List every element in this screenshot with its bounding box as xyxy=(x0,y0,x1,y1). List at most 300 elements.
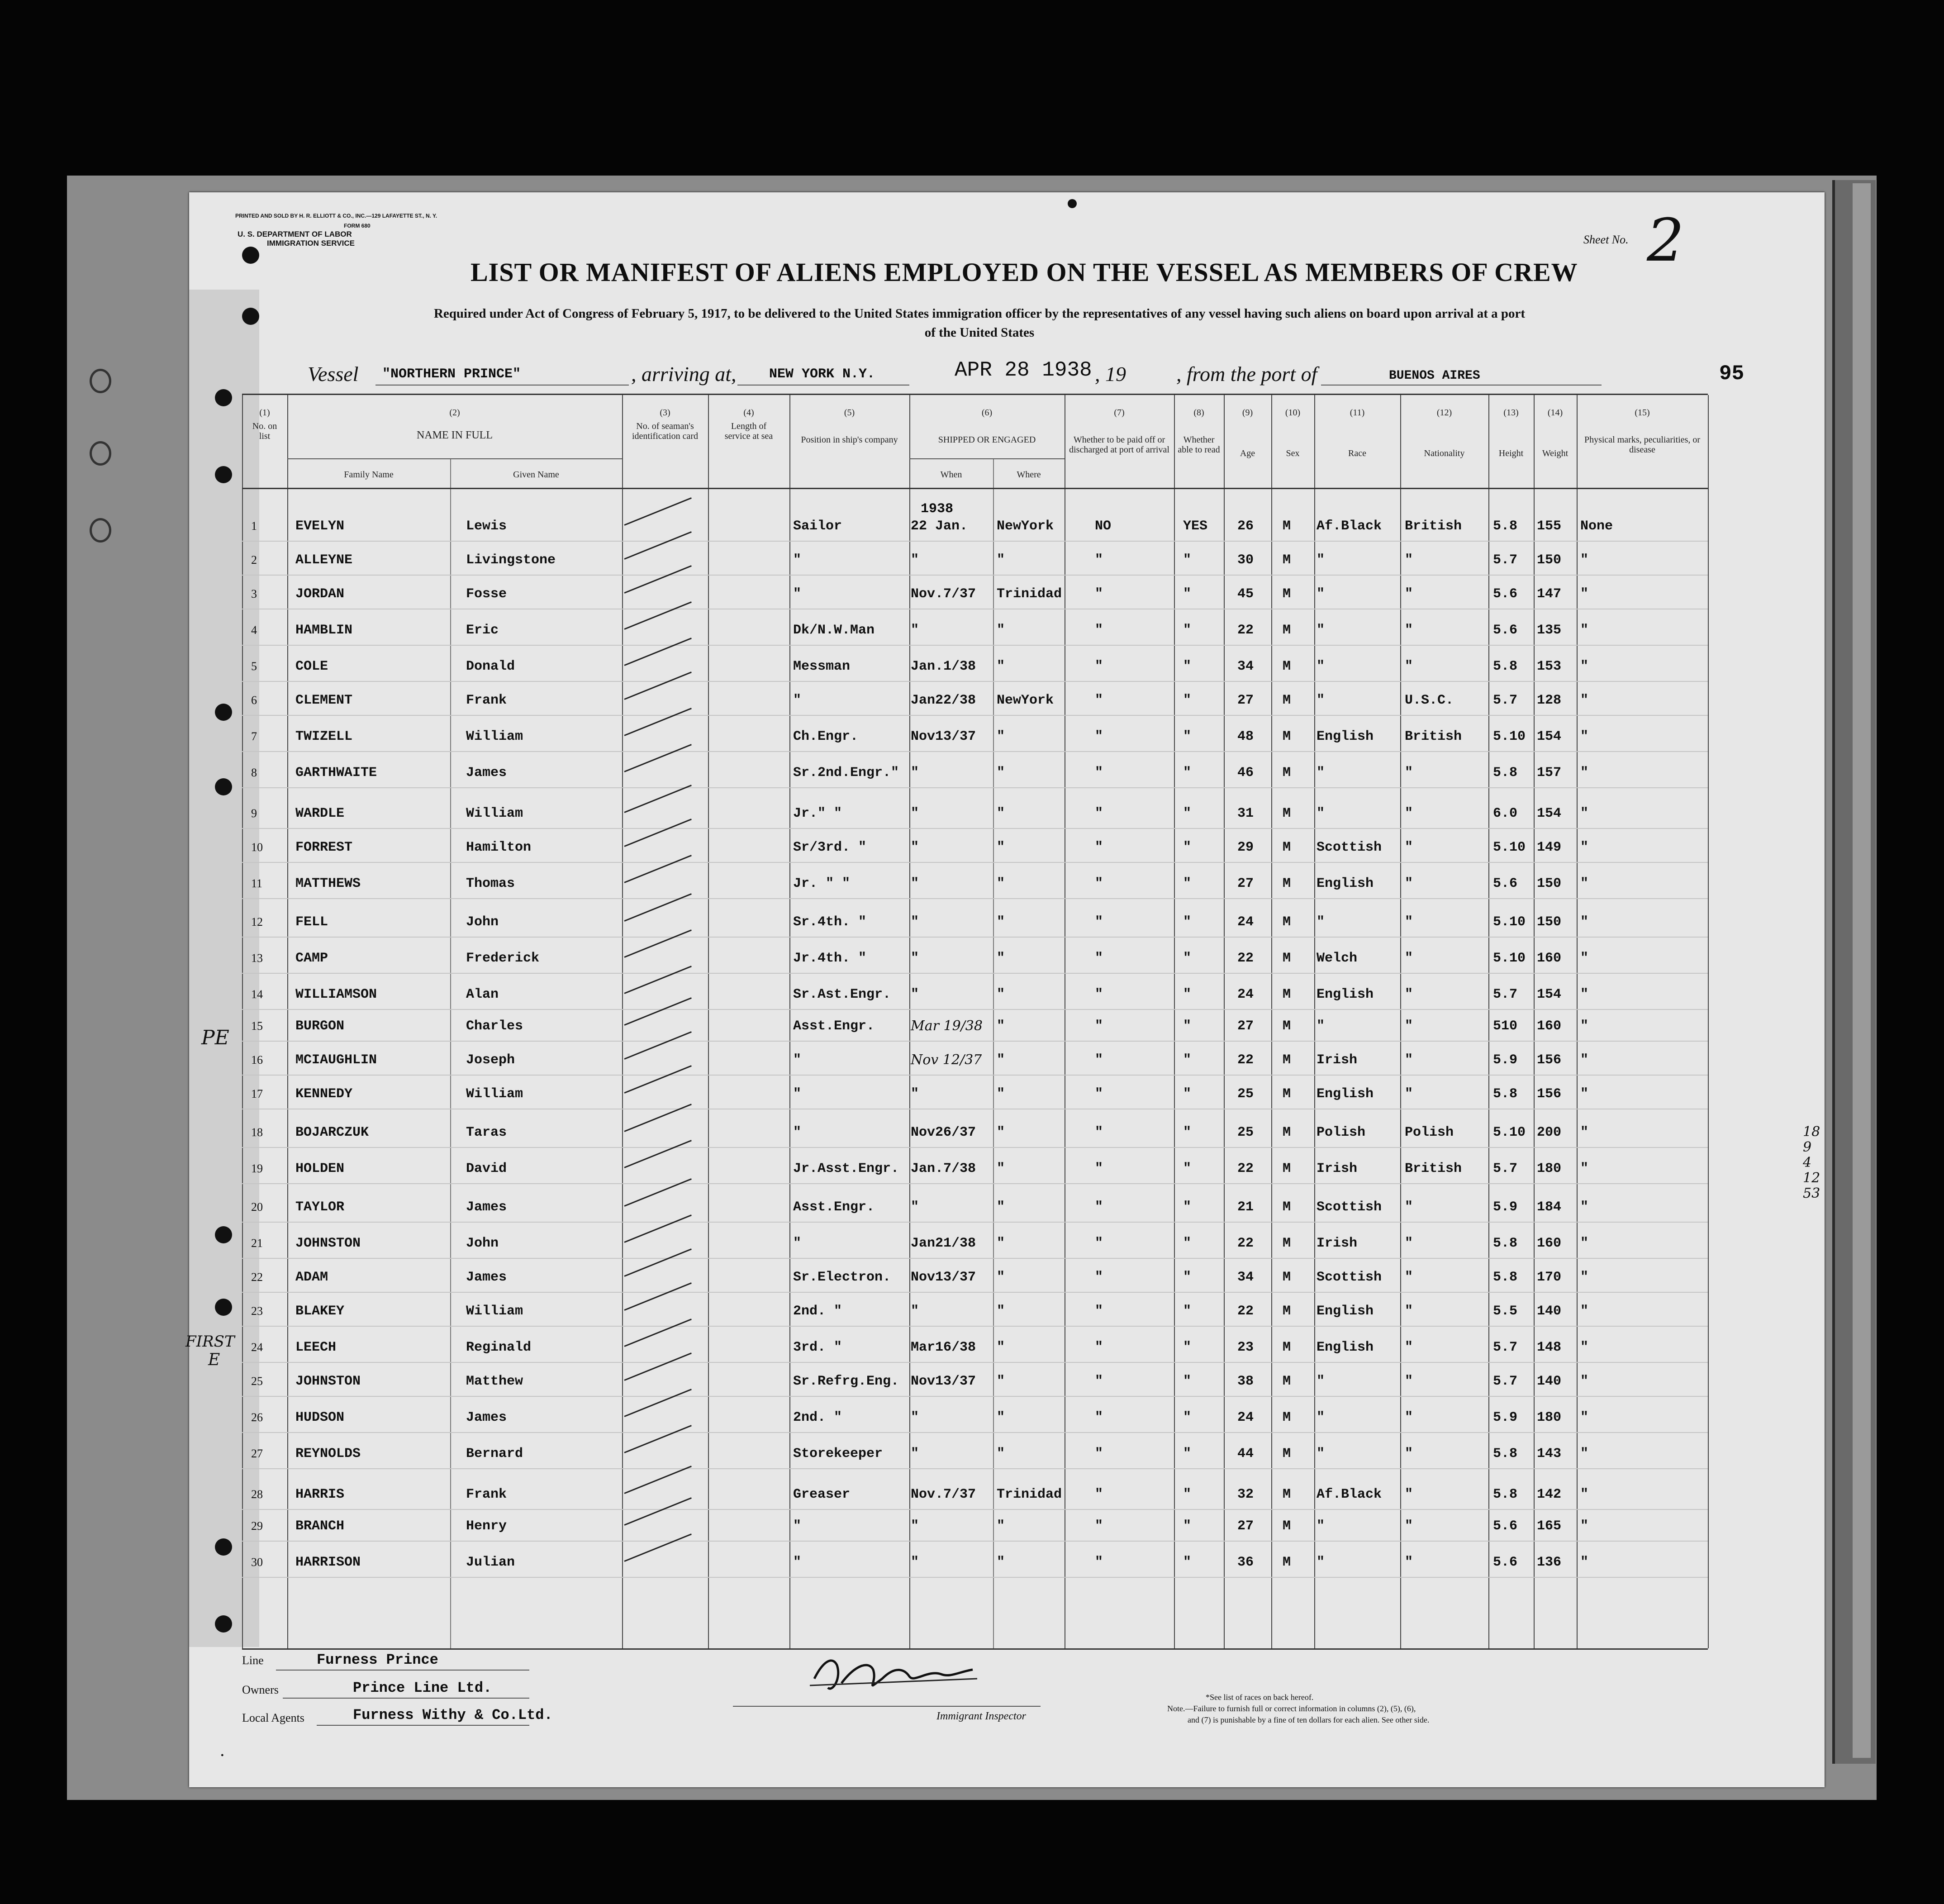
table-row xyxy=(242,1485,1708,1513)
line-underline xyxy=(276,1670,529,1671)
cell-physical-marks: " xyxy=(1580,729,1589,744)
cell-physical-marks: " xyxy=(1580,806,1589,821)
cell-race: Irish xyxy=(1317,1161,1358,1176)
cell-position: " xyxy=(793,586,802,602)
cell-race: " xyxy=(1317,765,1325,781)
cell-weight: 136 xyxy=(1537,1555,1562,1570)
cell-row-number: 18 xyxy=(251,1126,263,1139)
cell-position: Sr.Refrg.Eng. xyxy=(793,1374,899,1389)
cell-race: " xyxy=(1317,806,1325,821)
cell-given-name: Donald xyxy=(466,659,515,674)
cell-able-to-read: " xyxy=(1183,552,1192,568)
cell-age: 22 xyxy=(1237,623,1254,638)
cell-shipped-where: " xyxy=(997,1340,1005,1355)
cell-sex: M xyxy=(1283,987,1291,1002)
sheet-number: 2 xyxy=(1647,206,1684,275)
line-value: Furness Prince xyxy=(317,1652,438,1668)
cell-age: 32 xyxy=(1237,1487,1254,1502)
cell-weight: 157 xyxy=(1537,765,1562,781)
cell-row-number: 17 xyxy=(251,1087,263,1100)
cell-given-name: James xyxy=(466,765,507,781)
union-label: ● xyxy=(221,1752,224,1758)
cell-sex: M xyxy=(1283,1161,1291,1176)
cell-row-number: 19 xyxy=(251,1162,263,1175)
cell-position: " xyxy=(793,1236,802,1251)
cell-age: 27 xyxy=(1237,876,1254,891)
cell-height: 5.7 xyxy=(1493,1374,1518,1389)
cell-position: Sailor xyxy=(793,519,842,534)
page-number: 95 xyxy=(1719,362,1744,386)
cell-nationality: " xyxy=(1405,1270,1413,1285)
cell-physical-marks: " xyxy=(1580,1086,1589,1102)
cell-age: 38 xyxy=(1237,1374,1254,1389)
cell-given-name: John xyxy=(466,1236,499,1251)
sheet-number-label: Sheet No. xyxy=(1583,233,1629,246)
cell-nationality: " xyxy=(1405,1518,1413,1534)
cell-nationality: British xyxy=(1405,729,1462,744)
cell-able-to-read: " xyxy=(1183,729,1192,744)
cell-weight: 142 xyxy=(1537,1487,1562,1502)
departure-port: BUENOS AIRES xyxy=(1389,369,1480,383)
cell-paid-off: " xyxy=(1095,1410,1103,1425)
cell-family-name: WARDLE xyxy=(295,806,345,821)
cell-family-name: BLAKEY xyxy=(295,1304,345,1319)
cell-physical-marks: " xyxy=(1580,552,1589,568)
col-given-header: Given Name xyxy=(513,470,559,480)
cell-age: 24 xyxy=(1237,914,1254,930)
col-service-num: (4) xyxy=(743,408,754,418)
cell-race: " xyxy=(1317,1410,1325,1425)
table-row xyxy=(242,551,1708,578)
table-row xyxy=(242,985,1708,1013)
line-label: Line xyxy=(242,1654,264,1667)
punch-hole xyxy=(215,1226,232,1243)
cell-weight: 128 xyxy=(1537,693,1562,708)
cell-shipped-where: " xyxy=(997,1086,1005,1102)
col-read-num: (8) xyxy=(1193,408,1204,418)
cell-given-name: James xyxy=(466,1270,507,1285)
cell-family-name: CAMP xyxy=(295,951,328,966)
cell-physical-marks: " xyxy=(1580,765,1589,781)
cell-able-to-read: " xyxy=(1183,1086,1192,1102)
cell-physical-marks: " xyxy=(1580,1555,1589,1570)
cell-physical-marks: " xyxy=(1580,1236,1589,1251)
cell-paid-off: " xyxy=(1095,552,1103,568)
cell-nationality: " xyxy=(1405,1236,1413,1251)
cell-shipped-where: " xyxy=(997,1019,1005,1034)
cell-weight: 140 xyxy=(1537,1374,1562,1389)
cell-race: " xyxy=(1317,623,1325,638)
tally-number: 12 xyxy=(1803,1170,1820,1186)
cell-race: Scottish xyxy=(1317,1200,1382,1215)
cell-given-name: John xyxy=(466,914,499,930)
agents-label: Local Agents xyxy=(242,1711,304,1724)
cell-sex: M xyxy=(1283,1304,1291,1319)
cell-given-name: Frank xyxy=(466,693,507,708)
cell-nationality: British xyxy=(1405,1161,1462,1176)
vessel-label: Vessel xyxy=(308,362,359,386)
cell-shipped-where: " xyxy=(997,765,1005,781)
cell-shipped-where: " xyxy=(997,1555,1005,1570)
table-row xyxy=(242,1123,1708,1151)
cell-shipped-when: Mar16/38 xyxy=(911,1340,976,1355)
table-row xyxy=(242,1553,1708,1580)
cell-nationality: " xyxy=(1405,1340,1413,1355)
col-id-header: No. of seaman's identification card xyxy=(632,421,699,441)
cell-row-number: 27 xyxy=(251,1447,263,1460)
cell-physical-marks: " xyxy=(1580,1019,1589,1034)
vessel-underline xyxy=(375,385,629,386)
cell-able-to-read: " xyxy=(1183,1161,1192,1176)
table-row xyxy=(242,875,1708,902)
cell-given-name: Hamilton xyxy=(466,840,532,855)
cell-height: 5.10 xyxy=(1493,914,1526,930)
cell-physical-marks: " xyxy=(1580,1200,1589,1215)
punch-hole xyxy=(215,1615,232,1633)
col-paid-num: (7) xyxy=(1114,408,1125,418)
cell-paid-off: " xyxy=(1095,951,1103,966)
col-weight-num: (14) xyxy=(1547,408,1563,418)
cell-sex: M xyxy=(1283,1487,1291,1502)
cell-race: Welch xyxy=(1317,951,1358,966)
cell-position: Sr.Ast.Engr. xyxy=(793,987,891,1002)
cell-weight: 150 xyxy=(1537,914,1562,930)
cell-weight: 149 xyxy=(1537,840,1562,855)
cell-age: 48 xyxy=(1237,729,1254,744)
races-note: *See list of races on back hereof. xyxy=(1206,1693,1314,1702)
cell-nationality: " xyxy=(1405,623,1413,638)
cell-able-to-read: " xyxy=(1183,951,1192,966)
cell-position: " xyxy=(793,1052,802,1068)
cell-row-number: 10 xyxy=(251,841,263,854)
cell-row-number: 24 xyxy=(251,1341,263,1354)
margin-note-pe: PE xyxy=(201,1026,229,1049)
col-service-header: Length of service at sea xyxy=(724,421,773,441)
punch-hole xyxy=(215,1299,232,1316)
cell-shipped-when: Nov13/37 xyxy=(911,1374,976,1389)
cell-nationality: " xyxy=(1405,806,1413,821)
cell-age: 44 xyxy=(1237,1446,1254,1461)
cell-race: " xyxy=(1317,693,1325,708)
punch-hole xyxy=(215,778,232,795)
table-row xyxy=(242,1160,1708,1187)
cell-position: " xyxy=(793,1518,802,1534)
cell-weight: 156 xyxy=(1537,1086,1562,1102)
cell-sex: M xyxy=(1283,1086,1291,1102)
cell-able-to-read: " xyxy=(1183,1304,1192,1319)
cell-able-to-read: " xyxy=(1183,840,1192,855)
cell-race: English xyxy=(1317,876,1374,891)
cell-age: 22 xyxy=(1237,1161,1254,1176)
arriving-label: , arriving at, xyxy=(631,362,737,386)
cell-position: Asst.Engr. xyxy=(793,1019,875,1034)
cell-paid-off: " xyxy=(1095,1446,1103,1461)
cell-height: 5.7 xyxy=(1493,693,1518,708)
cell-age: 22 xyxy=(1237,1304,1254,1319)
cell-paid-off: " xyxy=(1095,1236,1103,1251)
col-name-num: (2) xyxy=(449,408,460,418)
cell-nationality: " xyxy=(1405,1555,1413,1570)
cell-shipped-when: " xyxy=(911,623,919,638)
cell-weight: 160 xyxy=(1537,1019,1562,1034)
cell-able-to-read: " xyxy=(1183,765,1192,781)
col-shipped-header: SHIPPED OR ENGAGED xyxy=(938,435,1036,445)
cell-position: Sr.4th. " xyxy=(793,914,867,930)
cell-physical-marks: " xyxy=(1580,1518,1589,1534)
table-row xyxy=(242,1517,1708,1544)
cell-family-name: MATTHEWS xyxy=(295,876,361,891)
cell-position: " xyxy=(793,693,802,708)
cell-age: 27 xyxy=(1237,1518,1254,1534)
cell-row-number: 1 xyxy=(251,519,257,533)
table-row xyxy=(242,1372,1708,1399)
cell-shipped-when: " xyxy=(911,1555,919,1570)
year-label: , 19 xyxy=(1095,362,1126,386)
cell-shipped-where: " xyxy=(997,659,1005,674)
cell-race: Af.Black xyxy=(1317,519,1382,534)
cell-age: 46 xyxy=(1237,765,1254,781)
cell-race: English xyxy=(1317,987,1374,1002)
cell-nationality: " xyxy=(1405,1019,1413,1034)
arrival-underline xyxy=(737,385,909,386)
punch-hole xyxy=(215,1538,232,1556)
cell-nationality: " xyxy=(1405,765,1413,781)
printer-line: PRINTED AND SOLD BY H. R. ELLIOTT & CO., INC.—129 LAFAYETTE ST., N. Y. xyxy=(235,213,437,219)
cell-nationality: " xyxy=(1405,1487,1413,1502)
cell-able-to-read: " xyxy=(1183,1487,1192,1502)
cell-height: 5.6 xyxy=(1493,1555,1518,1570)
cell-family-name: CLEMENT xyxy=(295,693,353,708)
col-when-header: When xyxy=(940,470,962,480)
cell-nationality: " xyxy=(1405,659,1413,674)
cell-shipped-where: " xyxy=(997,914,1005,930)
cell-shipped-when: " xyxy=(911,806,919,821)
cell-shipped-where: " xyxy=(997,1125,1005,1140)
cell-row-number: 26 xyxy=(251,1411,263,1424)
cell-shipped-when: " xyxy=(911,987,919,1002)
cell-paid-off: " xyxy=(1095,1487,1103,1502)
cell-shipped-where: " xyxy=(997,1236,1005,1251)
cell-given-name: Frank xyxy=(466,1487,507,1502)
cell-sex: M xyxy=(1283,729,1291,744)
cell-shipped-when: Nov.7/37 xyxy=(911,586,976,602)
cell-sex: M xyxy=(1283,1236,1291,1251)
cell-shipped-where: " xyxy=(997,623,1005,638)
cell-age: 26 xyxy=(1237,519,1254,534)
cell-race: English xyxy=(1317,1304,1374,1319)
cell-paid-off: " xyxy=(1095,623,1103,638)
cell-shipped-when: " xyxy=(911,552,919,568)
cell-age: 24 xyxy=(1237,1410,1254,1425)
cell-age: 31 xyxy=(1237,806,1254,821)
cell-given-name: Charles xyxy=(466,1019,523,1034)
cell-shipped-when: Jan.1/38 xyxy=(911,659,976,674)
table-row xyxy=(242,838,1708,866)
cell-height: 5.7 xyxy=(1493,1340,1518,1355)
cell-family-name: BOJARCZUK xyxy=(295,1125,369,1140)
cell-race: Af.Black xyxy=(1317,1487,1382,1502)
cell-height: 5.8 xyxy=(1493,659,1518,674)
cell-shipped-when: " xyxy=(911,1304,919,1319)
cell-race: " xyxy=(1317,1555,1325,1570)
cell-sex: M xyxy=(1283,914,1291,930)
cell-physical-marks: " xyxy=(1580,586,1589,602)
cell-shipped-when: Nov 12/37 xyxy=(911,1052,982,1068)
binder-hole xyxy=(90,518,111,543)
table-row xyxy=(242,913,1708,940)
cell-height: 5.8 xyxy=(1493,765,1518,781)
cell-weight: 165 xyxy=(1537,1518,1562,1534)
cell-age: 30 xyxy=(1237,552,1254,568)
cell-family-name: TWIZELL xyxy=(295,729,353,744)
cell-height: 5.6 xyxy=(1493,1518,1518,1534)
cell-weight: 180 xyxy=(1537,1410,1562,1425)
cell-shipped-when: Mar 19/38 xyxy=(911,1018,983,1034)
cell-weight: 184 xyxy=(1537,1200,1562,1215)
cell-row-number: 21 xyxy=(251,1237,263,1250)
cell-position: Jr.4th. " xyxy=(793,951,867,966)
cell-position: Jr. " " xyxy=(793,876,851,891)
cell-position: Asst.Engr. xyxy=(793,1200,875,1215)
cell-race: " xyxy=(1317,1446,1325,1461)
cell-able-to-read: " xyxy=(1183,1236,1192,1251)
punch-hole xyxy=(215,389,232,406)
cell-physical-marks: " xyxy=(1580,1410,1589,1425)
cell-position: 3rd. " xyxy=(793,1340,842,1355)
cell-physical-marks: " xyxy=(1580,1487,1589,1502)
cell-height: 5.8 xyxy=(1493,1487,1518,1502)
punch-hole xyxy=(215,466,232,483)
cell-weight: 156 xyxy=(1537,1052,1562,1068)
cell-sex: M xyxy=(1283,765,1291,781)
service-name: IMMIGRATION SERVICE xyxy=(267,239,355,248)
col-race-num: (11) xyxy=(1350,408,1365,418)
tally-number: 18 xyxy=(1803,1124,1820,1140)
cell-paid-off: " xyxy=(1095,914,1103,930)
penalty-note: Note.—Failure to furnish full or correct information in columns (2), (5), (6), xyxy=(1167,1704,1416,1713)
cell-weight: 153 xyxy=(1537,659,1562,674)
cell-paid-off: " xyxy=(1095,1340,1103,1355)
cell-physical-marks: " xyxy=(1580,693,1589,708)
cell-height: 5.6 xyxy=(1493,623,1518,638)
cell-position: Sr.2nd.Engr." xyxy=(793,765,899,781)
inspector-signature xyxy=(805,1652,986,1701)
cell-age: 36 xyxy=(1237,1555,1254,1570)
cell-sex: M xyxy=(1283,1374,1291,1389)
cell-shipped-where: " xyxy=(997,1200,1005,1215)
cell-nationality: " xyxy=(1405,840,1413,855)
cell-paid-off: " xyxy=(1095,693,1103,708)
cell-shipped-where: " xyxy=(997,1374,1005,1389)
margin-note-e: E xyxy=(208,1351,220,1369)
cell-able-to-read: " xyxy=(1183,1446,1192,1461)
date-stamp: APR 28 1938 xyxy=(955,358,1092,382)
col-where-header: Where xyxy=(1017,470,1041,480)
cell-given-name: James xyxy=(466,1200,507,1215)
cell-row-number: 3 xyxy=(251,587,257,600)
cell-nationality: British xyxy=(1405,519,1462,534)
cell-weight: 154 xyxy=(1537,987,1562,1002)
col-family-header: Family Name xyxy=(344,470,394,480)
col-marks-header: Physical marks, peculiarities, or disease xyxy=(1584,435,1701,455)
cell-sex: M xyxy=(1283,552,1291,568)
cell-shipped-where: " xyxy=(997,1161,1005,1176)
cell-family-name: JOHNSTON xyxy=(295,1374,361,1389)
tally-number: 4 xyxy=(1803,1155,1812,1171)
cell-shipped-where: " xyxy=(997,1446,1005,1461)
cell-family-name: BRANCH xyxy=(295,1518,345,1534)
cell-shipped-when: " xyxy=(911,1200,919,1215)
cell-given-name: David xyxy=(466,1161,507,1176)
owners-underline xyxy=(283,1698,529,1699)
cell-paid-off: " xyxy=(1095,1518,1103,1534)
cell-able-to-read: " xyxy=(1183,987,1192,1002)
cell-given-name: Taras xyxy=(466,1125,507,1140)
table-row xyxy=(242,1051,1708,1078)
table-row xyxy=(242,1017,1708,1044)
cell-weight: 160 xyxy=(1537,951,1562,966)
cell-paid-off: " xyxy=(1095,1052,1103,1068)
margin-tally xyxy=(1803,1124,1820,1201)
cell-nationality: U.S.C. xyxy=(1405,693,1454,708)
cell-position: Dk/N.W.Man xyxy=(793,623,875,638)
cell-position: 2nd. " xyxy=(793,1304,842,1319)
cell-position: 2nd. " xyxy=(793,1410,842,1425)
cell-weight: 154 xyxy=(1537,729,1562,744)
table-row xyxy=(242,728,1708,755)
binder-hole xyxy=(90,369,111,393)
cell-weight: 180 xyxy=(1537,1161,1562,1176)
cell-given-name: Julian xyxy=(466,1555,515,1570)
cell-race: " xyxy=(1317,1019,1325,1034)
cell-sex: M xyxy=(1283,1052,1291,1068)
cell-position: " xyxy=(793,1086,802,1102)
cell-position: Sr.Electron. xyxy=(793,1270,891,1285)
cell-shipped-where: " xyxy=(997,987,1005,1002)
cell-sex: M xyxy=(1283,1125,1291,1140)
cell-shipped-when: " xyxy=(911,765,919,781)
cell-weight: 155 xyxy=(1537,519,1562,534)
cell-shipped-where: NewYork xyxy=(997,693,1054,708)
cell-shipped-where: " xyxy=(997,1304,1005,1319)
cell-paid-off: " xyxy=(1095,1019,1103,1034)
cell-family-name: ADAM xyxy=(295,1270,328,1285)
cell-family-name: REYNOLDS xyxy=(295,1446,361,1461)
cell-nationality: " xyxy=(1405,552,1413,568)
tally-number: 9 xyxy=(1803,1139,1812,1155)
cell-shipped-when: Jan21/38 xyxy=(911,1236,976,1251)
cell-race: Irish xyxy=(1317,1236,1358,1251)
cell-physical-marks: " xyxy=(1580,1446,1589,1461)
cell-able-to-read: " xyxy=(1183,623,1192,638)
cell-row-number: 2 xyxy=(251,553,257,566)
cell-sex: M xyxy=(1283,1270,1291,1285)
cell-family-name: JORDAN xyxy=(295,586,345,602)
cell-height: 5.8 xyxy=(1493,1236,1518,1251)
cell-physical-marks: " xyxy=(1580,1340,1589,1355)
cell-height: 5.7 xyxy=(1493,987,1518,1002)
cell-family-name: EVELYN xyxy=(295,519,345,534)
cell-shipped-when: Jan.7/38 xyxy=(911,1161,976,1176)
cell-height: 5.5 xyxy=(1493,1304,1518,1319)
cell-row-number: 28 xyxy=(251,1488,263,1501)
inspector-underline xyxy=(733,1706,1041,1707)
cell-height: 5.7 xyxy=(1493,552,1518,568)
cell-given-name: William xyxy=(466,1304,523,1319)
cell-shipped-when: " xyxy=(911,1086,919,1102)
cell-height: 5.7 xyxy=(1493,1161,1518,1176)
cell-height: 5.10 xyxy=(1493,729,1526,744)
